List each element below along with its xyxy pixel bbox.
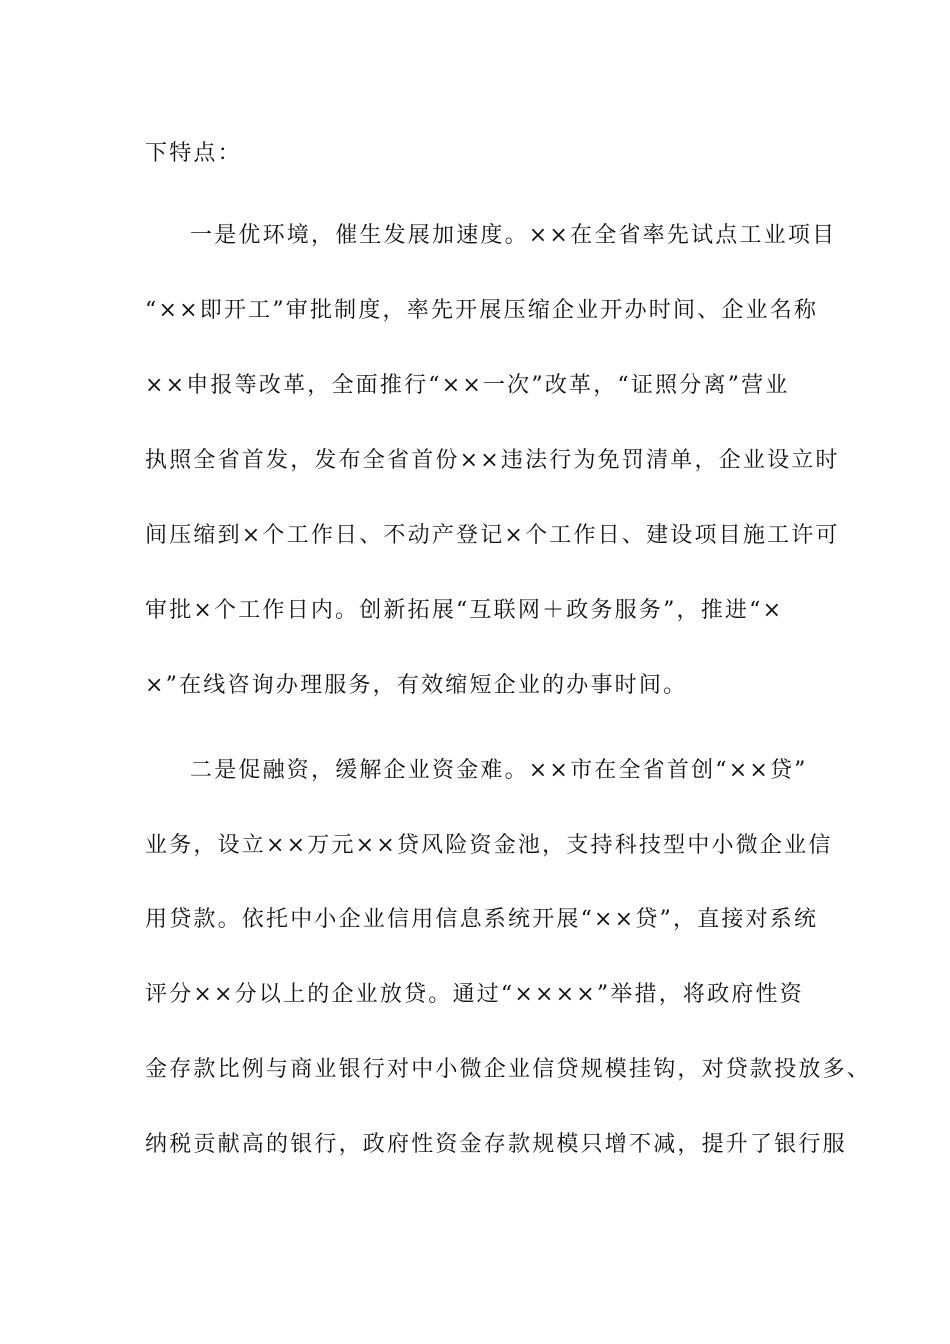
- paragraph-2-line: 评分××分以上的企业放贷。通过“××××”举措，将政府性资: [145, 982, 804, 1007]
- paragraph-1-line: 一是优环境，催生发展加速度。××在全省率先试点工业项目: [190, 223, 837, 248]
- paragraph-1-line: 审批×个工作日内。创新拓展“互联网＋政务服务”，推进“×: [145, 598, 784, 623]
- paragraph-1-line: 执照全省首发，发布全省首份××违法行为免罚清单，企业设立时: [145, 448, 840, 473]
- paragraph-2-line: 纳税贡献高的银行，政府性资金存款规模只增不减，提升了银行服: [145, 1132, 847, 1157]
- paragraph-2-line: 金存款比例与商业银行对中小微企业信贷规模挂钩，对贷款投放多、: [145, 1057, 872, 1082]
- paragraph-1-line: “××即开工”审批制度，率先开展压缩企业开办时间、企业名称: [145, 298, 819, 323]
- paragraph-1-line: ××申报等改革，全面推行“××一次”改革，“证照分离”营业: [145, 373, 790, 398]
- paragraph-2-line: 用贷款。依托中小企业信用信息系统开展“××贷”，直接对系统: [145, 907, 819, 932]
- paragraph-2-line: 二是促融资，缓解企业资金难。××市在全省首创“××贷”: [190, 758, 808, 783]
- paragraph-2-line: 业务，设立××万元××贷风险资金池，支持科技型中小微企业信: [145, 833, 833, 858]
- paragraph-1-line: 间压缩到×个工作日、不动产登记×个工作日、建设项目施工许可: [145, 523, 840, 548]
- paragraph-1-line: ×”在线咨询办理服务，有效缩短企业的办事时间。: [145, 673, 688, 698]
- paragraph-continuation-line: 下特点：: [145, 141, 242, 166]
